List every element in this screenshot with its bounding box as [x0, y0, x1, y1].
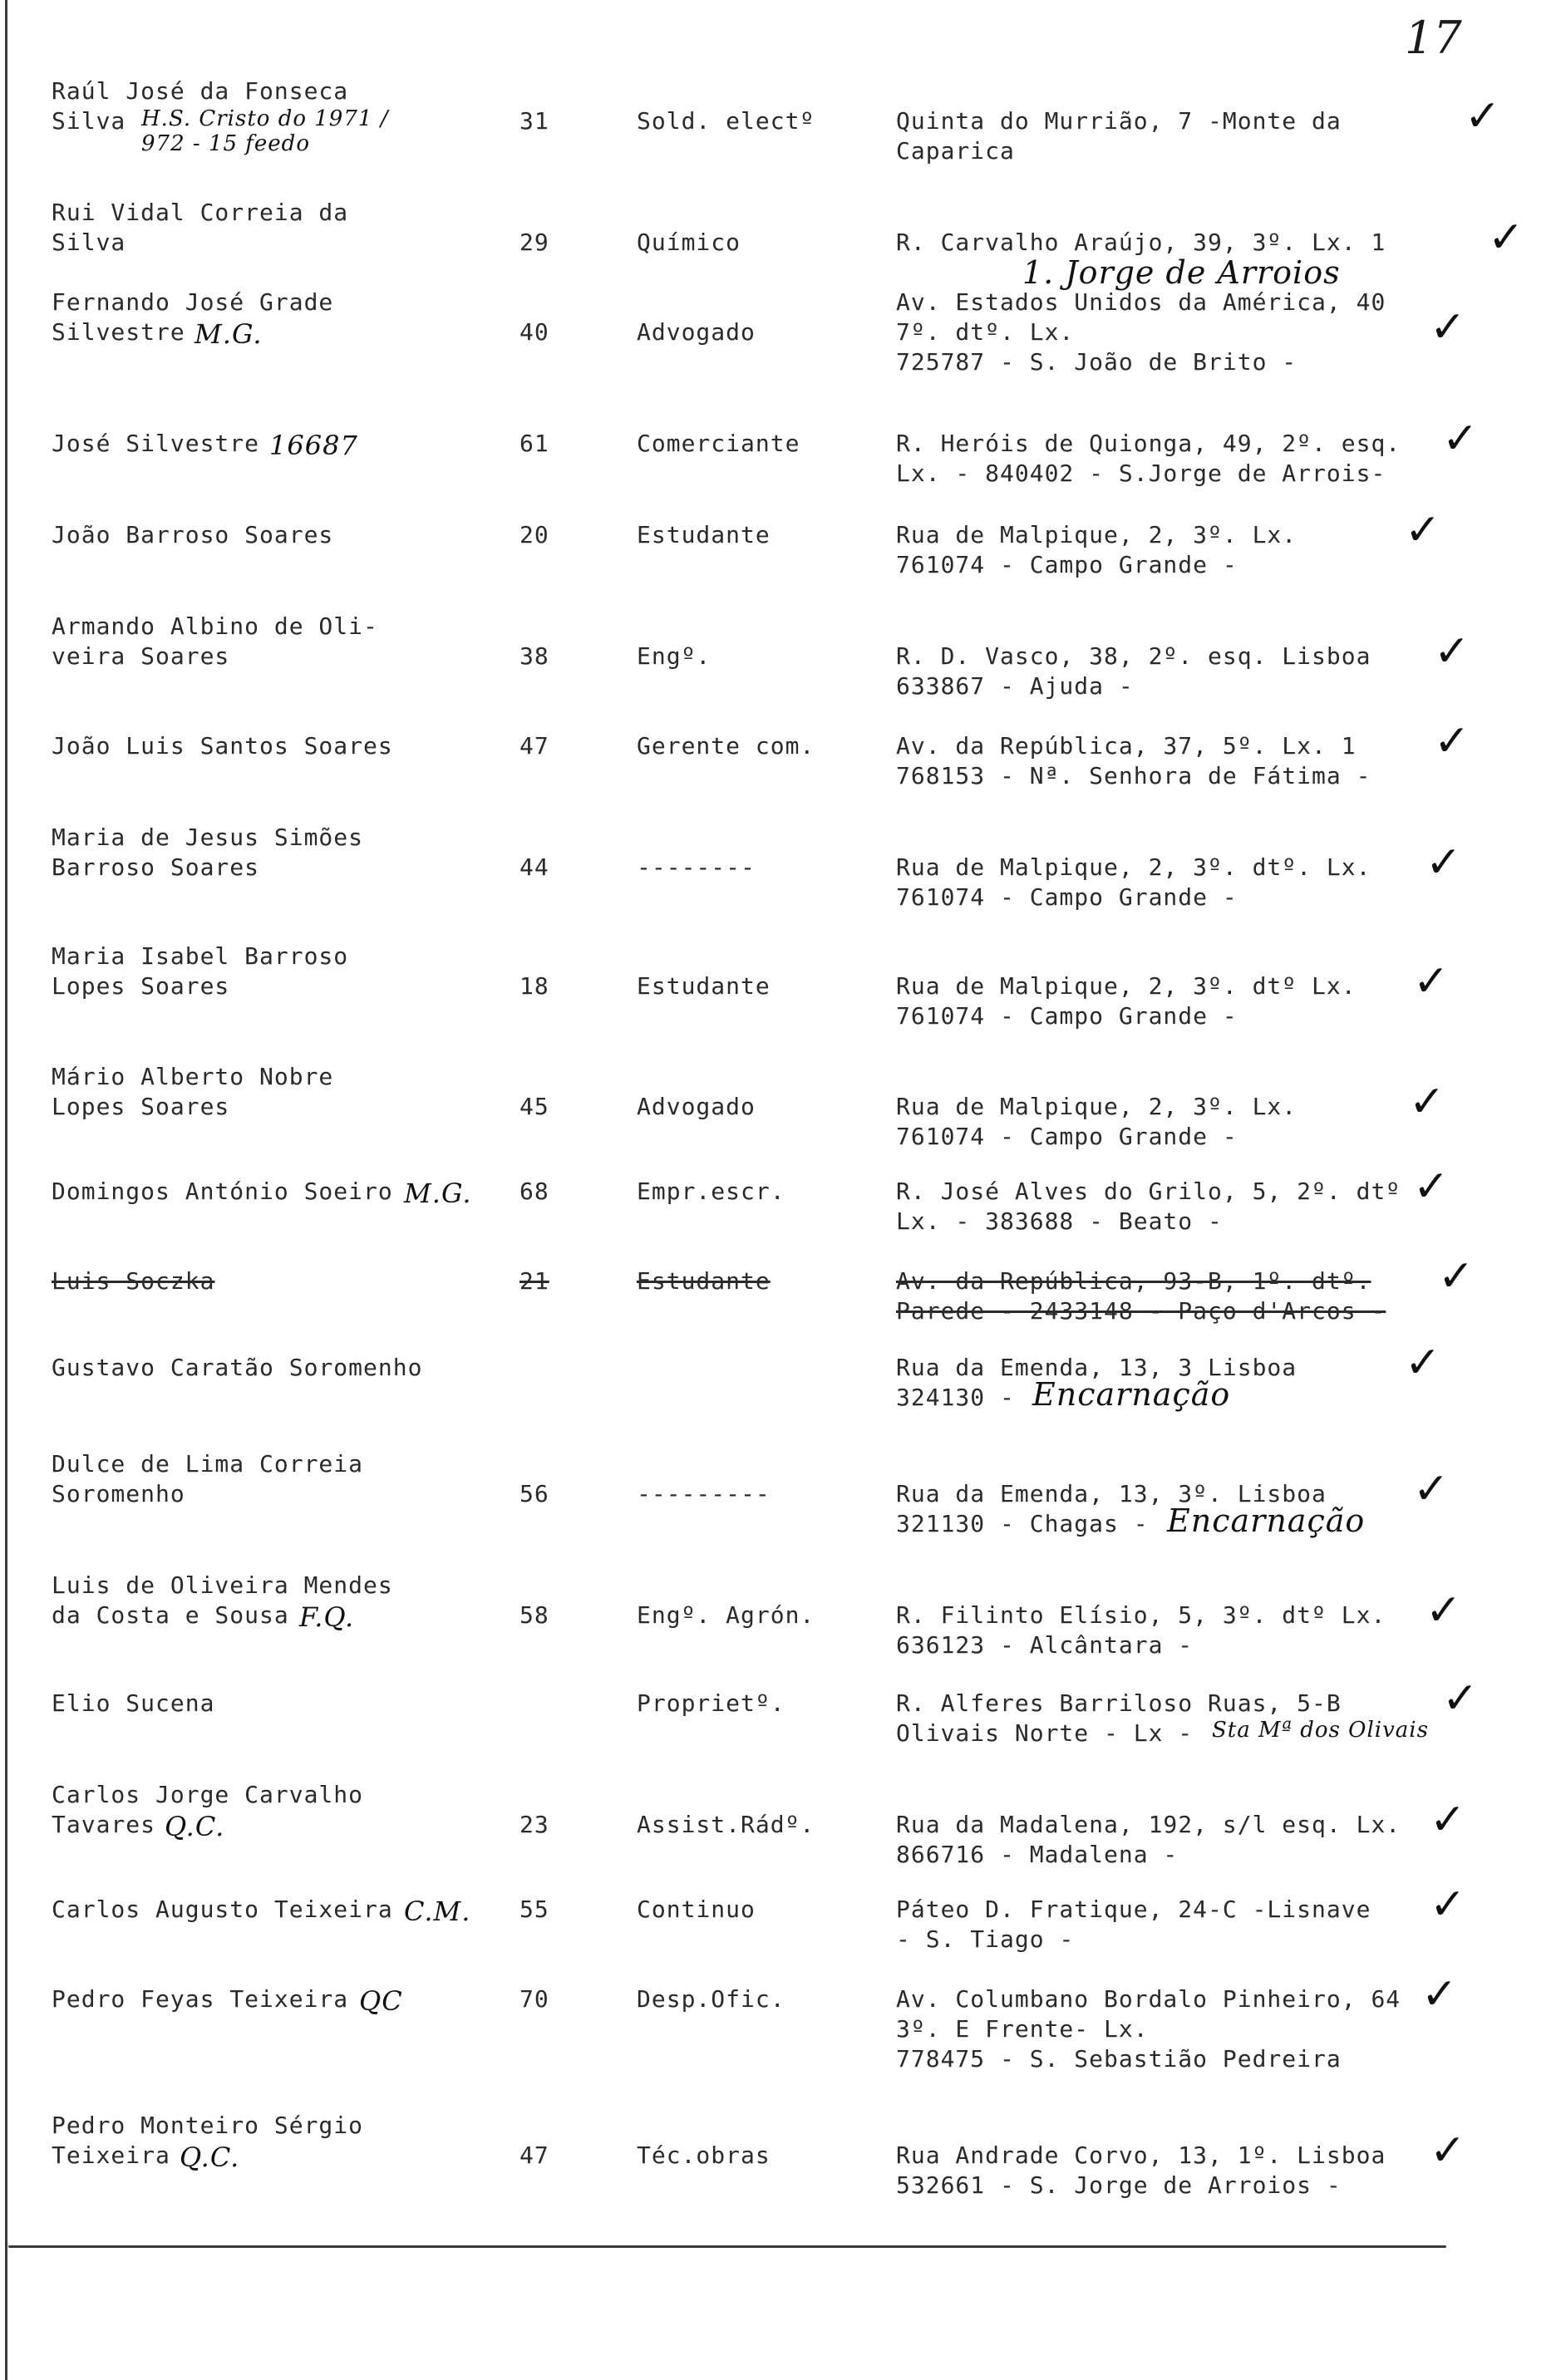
entry-age: 23: [519, 1811, 549, 1838]
check-mark-icon: ✓: [1430, 1795, 1467, 1845]
check-mark-icon: ✓: [1430, 2126, 1467, 2176]
handwritten-annotation: F.Q.: [299, 1601, 355, 1633]
entry-profession: Químico: [637, 229, 741, 256]
handwritten-parish: 1. Jorge de Arroios: [1022, 254, 1341, 291]
entry-address: R. Carvalho Araújo, 39, 3º. Lx. 1: [896, 229, 1386, 256]
entry-age: 40: [519, 318, 549, 346]
entry-address: Quinta do Murrião, 7 -Monte da Caparica: [896, 107, 1342, 165]
entry-profession: Engº. Agrón.: [637, 1601, 815, 1629]
entry-name: Elio Sucena: [52, 1689, 215, 1717]
check-mark-icon: ✓: [1426, 838, 1463, 888]
entry-profession: Continuo: [637, 1896, 756, 1923]
entry-address: Av. da República, 37, 5º. Lx. 1 768153 - Nª. Senhora de Fátima -: [896, 732, 1371, 789]
entry-age: 38: [519, 642, 549, 670]
handwritten-parish: Encarnação: [1032, 1376, 1231, 1413]
entry-name: Domingos António Soeiro: [52, 1178, 393, 1205]
entry-address: Rua de Malpique, 2, 3º. dtº Lx. 761074 - Campo Grande -: [896, 972, 1357, 1030]
entry-address: Rua da Emenda, 13, 3º. Lisboa 321130 - Chagas -: [896, 1480, 1327, 1537]
entry-profession: Comerciante: [637, 430, 800, 457]
entry-profession: Empr.escr.: [637, 1178, 785, 1205]
handwritten-annotation: H.S. Cristo do 1971 / 972 - 15 feedo: [141, 106, 389, 156]
check-mark-icon: ✓: [1430, 1880, 1467, 1930]
check-mark-icon: ✓: [1413, 1464, 1450, 1514]
entry-age: 47: [519, 2142, 549, 2169]
entry-address: Rua da Madalena, 192, s/l esq. Lx. 866716 - Madalena -: [896, 1811, 1401, 1868]
entry-profession: Advogado: [637, 1093, 756, 1120]
check-mark-icon: ✓: [1413, 1162, 1450, 1212]
entry-age: 44: [519, 853, 549, 881]
check-mark-icon: ✓: [1438, 1251, 1475, 1301]
entry-profession: --------: [637, 853, 756, 881]
check-mark-icon: ✓: [1434, 716, 1471, 766]
handwritten-annotation: Q.C.: [180, 2142, 240, 2173]
entry-address: Rua de Malpique, 2, 3º. Lx. 761074 - Campo Grande -: [896, 521, 1297, 578]
entry-address: Rua de Malpique, 2, 3º. Lx. 761074 - Campo Grande -: [896, 1093, 1297, 1150]
page-left-border: [5, 0, 7, 2380]
entry-age: 56: [519, 1480, 549, 1507]
entry-address: Páteo D. Fratique, 24-C -Lisnave - S. Tiago -: [896, 1896, 1371, 1953]
entry-name: Carlos Augusto Teixeira: [52, 1896, 393, 1923]
entry-profession: Proprietº.: [637, 1689, 785, 1717]
check-mark-icon: ✓: [1405, 505, 1442, 555]
entry-name: Armando Albino de Oli- veira Soares: [52, 612, 378, 670]
check-mark-icon: ✓: [1413, 956, 1450, 1006]
entry-age: 31: [519, 107, 549, 135]
entry-name: Maria de Jesus Simões Barroso Soares: [52, 824, 364, 881]
check-mark-icon: ✓: [1442, 414, 1480, 464]
entry-address: R. D. Vasco, 38, 2º. esq. Lisboa 633867 - Ajuda -: [896, 642, 1371, 700]
entry-name: Pedro Monteiro Sérgio Teixeira: [52, 2112, 364, 2169]
entry-name: Fernando José Grade Silvestre: [52, 288, 334, 346]
entry-profession: Assist.Rádº.: [637, 1811, 815, 1838]
entry-age: 47: [519, 732, 549, 760]
entry-age: 61: [519, 430, 549, 457]
entry-profession: Gerente com.: [637, 732, 815, 760]
entry-name: Luis de Oliveira Mendes da Costa e Sousa: [52, 1571, 393, 1629]
entry-age: 55: [519, 1896, 549, 1923]
entry-address: Rua de Malpique, 2, 3º. dtº. Lx. 761074 - Campo Grande -: [896, 853, 1371, 911]
entry-profession: Advogado: [637, 318, 756, 346]
entry-name: João Luis Santos Soares: [52, 732, 393, 760]
entry-name: João Barroso Soares: [52, 521, 334, 548]
entry-age: 70: [519, 1985, 549, 2013]
entry-profession: Sold. electº: [637, 107, 815, 135]
entry-address: R. José Alves do Grilo, 5, 2º. dtº Lx. - 383688 - Beato -: [896, 1178, 1401, 1235]
handwritten-annotation: M.G.: [404, 1178, 472, 1209]
check-mark-icon: ✓: [1430, 302, 1467, 352]
handwritten-annotation: QC: [359, 1985, 403, 2017]
entry-profession: Estudante: [637, 1267, 771, 1295]
entry-name: Raúl José da Fonseca Silva: [52, 77, 349, 135]
entry-age: 45: [519, 1093, 549, 1120]
entry-age: 58: [519, 1601, 549, 1629]
entry-address: Av. da República, 93-B, 1º. dtº. Parede - 2433148 - Paço d'Arcos -: [896, 1267, 1386, 1325]
entry-address: Av. Columbano Bordalo Pinheiro, 64 3º. E Frente- Lx. 778475 - S. Sebastião Pedreira: [896, 1985, 1401, 2073]
page-number: 17: [1405, 12, 1462, 64]
handwritten-annotation: Q.C.: [165, 1811, 225, 1842]
entry-name: Dulce de Lima Correia Soromenho: [52, 1450, 364, 1507]
entry-profession: Engº.: [637, 642, 712, 670]
check-mark-icon: ✓: [1409, 1077, 1446, 1127]
handwritten-annotation: C.M.: [404, 1896, 471, 1927]
entry-profession: Téc.obras: [637, 2142, 771, 2169]
handwritten-parish: Encarnação: [1167, 1502, 1366, 1539]
entry-age: 20: [519, 521, 549, 548]
entry-profession: ---------: [637, 1480, 771, 1507]
entry-name: Maria Isabel Barroso Lopes Soares: [52, 942, 349, 1000]
entry-name: Carlos Jorge Carvalho Tavares: [52, 1781, 364, 1838]
entry-address: R. Heróis de Quionga, 49, 2º. esq. Lx. - 840402 - S.Jorge de Arrois-: [896, 430, 1401, 487]
entry-name: Pedro Feyas Teixeira: [52, 1985, 349, 2013]
entry-age: 68: [519, 1178, 549, 1205]
entry-age: 29: [519, 229, 549, 256]
check-mark-icon: ✓: [1488, 213, 1525, 263]
entry-address: Rua da Emenda, 13, 3 Lisboa 324130 -: [896, 1354, 1297, 1411]
entry-name: Gustavo Caratão Soromenho: [52, 1354, 423, 1381]
check-mark-icon: ✓: [1421, 1969, 1459, 2019]
handwritten-annotation: M.G.: [194, 318, 263, 350]
check-mark-icon: ✓: [1405, 1338, 1442, 1388]
entry-address: R. Filinto Elísio, 5, 3º. dtº Lx. 636123 - Alcântara -: [896, 1601, 1386, 1659]
entry-address: Rua Andrade Corvo, 13, 1º. Lisboa 532661 - S. Jorge de Arroios -: [896, 2142, 1386, 2199]
entry-profession: Estudante: [637, 521, 771, 548]
check-mark-icon: ✓: [1434, 627, 1471, 676]
entry-name: Rui Vidal Correia da Silva: [52, 199, 349, 256]
handwritten-annotation: 16687: [269, 430, 358, 461]
entry-name: José Silvestre: [52, 430, 260, 457]
entry-name: Mário Alberto Nobre Lopes Soares: [52, 1063, 334, 1120]
entry-age: 18: [519, 972, 549, 1000]
check-mark-icon: ✓: [1426, 1586, 1463, 1635]
check-mark-icon: ✓: [1465, 91, 1502, 141]
entry-address: Av. Estados Unidos da América, 40 7º. dtº. Lx. 725787 - S. João de Brito -: [896, 288, 1386, 376]
entry-address: R. Alferes Barriloso Ruas, 5-B Olivais Norte - Lx -: [896, 1689, 1342, 1747]
entry-age: 21: [519, 1267, 549, 1295]
entry-name: Luis Soczka: [52, 1267, 215, 1295]
entry-profession: Estudante: [637, 972, 771, 1000]
check-mark-icon: ✓: [1442, 1674, 1480, 1724]
entry-profession: Desp.Ofic.: [637, 1985, 785, 2013]
bottom-rule: [8, 2245, 1446, 2248]
handwritten-parish: Sta Mª dos Olivais: [1212, 1718, 1429, 1743]
